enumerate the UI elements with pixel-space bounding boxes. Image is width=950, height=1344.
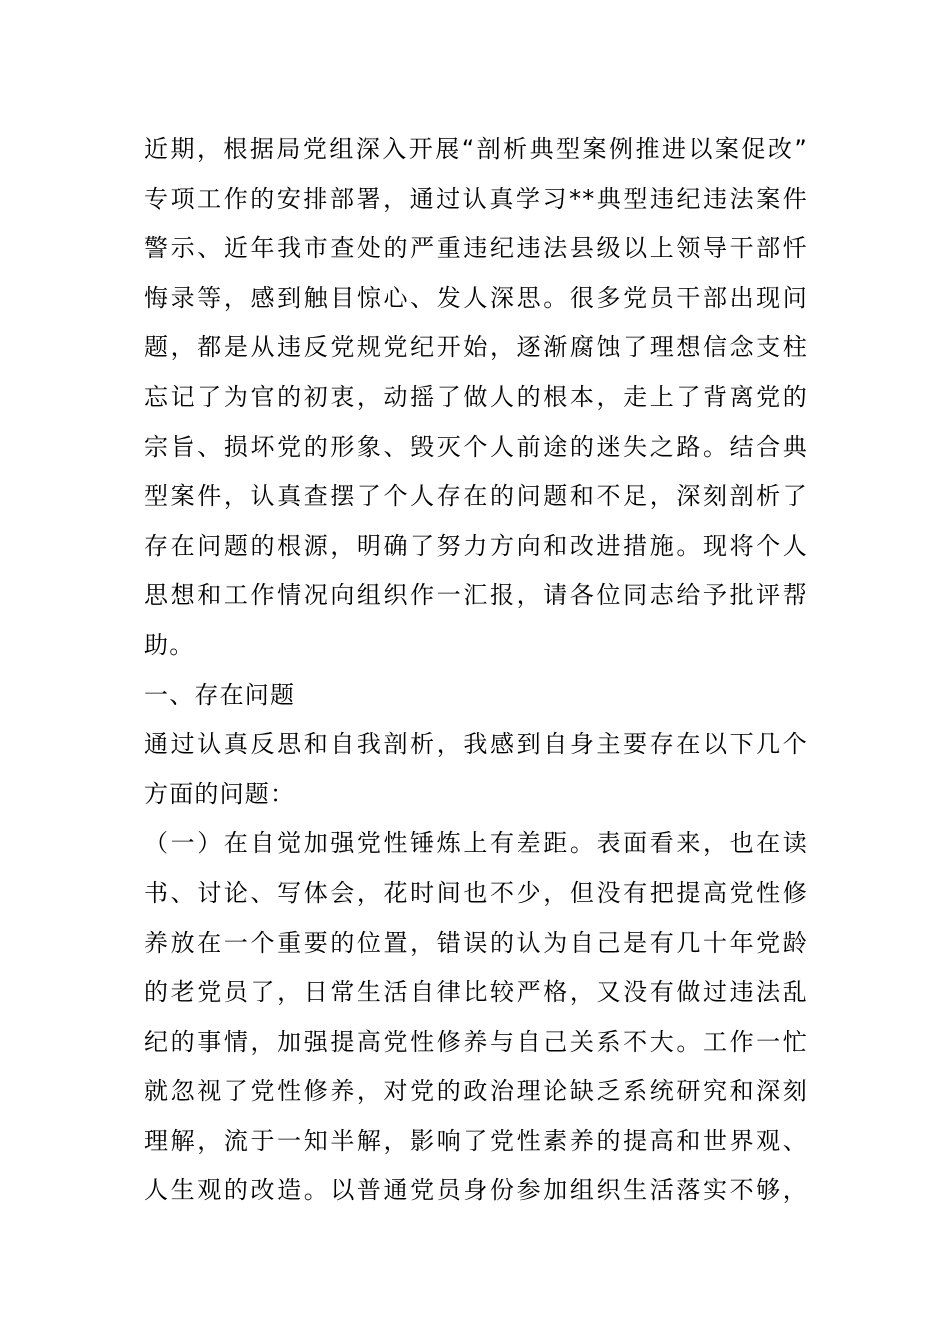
text-line: 存在问题的根源，明确了努力方向和改进措施。现将个人 bbox=[144, 531, 808, 560]
text-line: 通过认真反思和自我剖析，我感到自身主要存在以下几个 bbox=[144, 730, 808, 759]
text-line: 题，都是从违反党规党纪开始，逐渐腐蚀了理想信念支柱 bbox=[144, 333, 808, 362]
text-line: 纪的事情，加强提高党性修养与自己关系不大。工作一忙 bbox=[144, 1027, 808, 1056]
text-line: 忘记了为官的初衷，动摇了做人的根本，走上了背离党的 bbox=[144, 382, 808, 411]
text-line: （一）在自觉加强党性锤炼上有差距。表面看来，也在读 bbox=[144, 829, 808, 858]
text-line: 助。 bbox=[144, 630, 195, 659]
text-line: 专项工作的安排部署，通过认真学习**典型违纪违法案件 bbox=[144, 184, 808, 213]
text-line: 思想和工作情况向组织作一汇报，请各位同志给予批评帮 bbox=[144, 581, 808, 610]
text-line: 悔录等，感到触目惊心、发人深思。很多党员干部出现问 bbox=[144, 283, 808, 312]
text-line: 的老党员了，日常生活自律比较严格，又没有做过违法乱 bbox=[144, 978, 808, 1007]
text-line: 近期，根据局党组深入开展“剖析典型案例推进以案促改” bbox=[144, 135, 808, 163]
text-line: 养放在一个重要的位置，错误的认为自己是有几十年党龄 bbox=[144, 928, 808, 957]
document-body bbox=[144, 125, 808, 1216]
text-line: 理解，流于一知半解，影响了党性素养的提高和世界观、 bbox=[144, 1126, 808, 1155]
text-line: 宗旨、损坏党的形象、毁灭个人前途的迷失之路。结合典 bbox=[144, 432, 808, 461]
section-heading: 一、存在问题 bbox=[144, 680, 296, 709]
text-line: 方面的问题： bbox=[144, 779, 296, 808]
text-line: 警示、近年我市查处的严重违纪违法县级以上领导干部忏 bbox=[144, 234, 808, 263]
text-line: 型案件，认真查摆了个人存在的问题和不足，深刻剖析了 bbox=[144, 482, 808, 511]
text-line: 人生观的改造。以普通党员身份参加组织生活落实不够， bbox=[144, 1176, 808, 1205]
text-line: 书、讨论、写体会，花时间也不少，但没有把提高党性修 bbox=[144, 878, 808, 907]
text-line: 就忽视了党性修养，对党的政治理论缺乏系统研究和深刻 bbox=[144, 1077, 808, 1106]
